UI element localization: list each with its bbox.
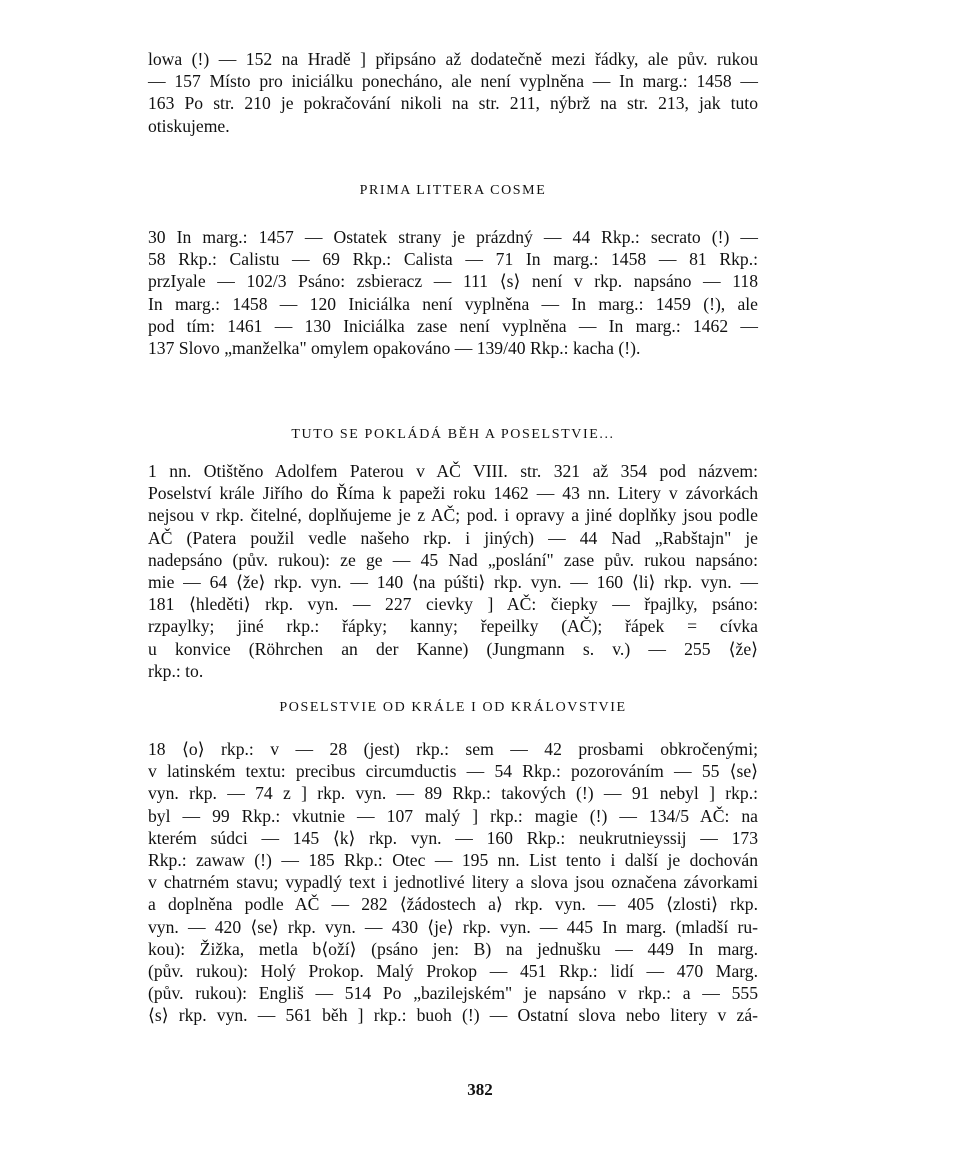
note-paragraph-2	[148, 226, 758, 359]
text-line: otiskujeme.	[148, 115, 230, 136]
text-line: 30 In marg.: 1457 — Ostatek strany je prázdný — 44 Rkp.: secrato (!) —	[148, 227, 758, 247]
text-line: v chatrném stavu; vypadlý text i jednotlivé litery a slova jsou označena závorkami	[148, 872, 758, 893]
text-line: ⟨s⟩ rkp. vyn. — 561 běh ] rkp.: buoh (!) — Ostatní slova nebo litery v zá-	[148, 1005, 758, 1026]
text-line: 1 nn. Otištěno Adolfem Paterou v AČ VIII. str. 321 až 354 pod názvem:	[148, 461, 758, 481]
text-line: 58 Rkp.: Calistu — 69 Rkp.: Calista — 71 In marg.: 1458 — 81 Rkp.:	[148, 249, 758, 270]
text-line: lowa (!) — 152 na Hradě ] připsáno až dodatečně mezi řádky, ale pův. rukou	[148, 49, 758, 69]
text-line: (pův. rukou): Engliš — 514 Po „bazilejském" je napsáno v rkp.: a — 555	[148, 983, 758, 1004]
text-line: vyn. rkp. — 74 z ] rkp. vyn. — 89 Rkp.: takových (!) — 91 nebyl ] rkp.:	[148, 783, 758, 804]
text-line: 18 ⟨o⟩ rkp.: v — 28 (jest) rkp.: sem — 42 prosbami obkročenými;	[148, 739, 758, 759]
text-line: AČ (Patera použil vedle našeho rkp. i jiných) — 44 Nad „Rabštajn" je	[148, 527, 758, 548]
note-paragraph-4	[148, 738, 758, 1027]
text-line: rzpaylky; jiné rkp.: řápky; kanny; řepeilky (AČ); řápek = cívka	[148, 616, 758, 637]
section-heading: POSELSTVIE OD KRÁLE I OD KRÁLOVSTVIE	[279, 700, 627, 715]
text-line: vyn. — 420 ⟨se⟩ rkp. vyn. — 430 ⟨je⟩ rkp. vyn. — 445 In marg. (mladší ru-	[148, 916, 758, 937]
text-line: nadepsáno (pův. rukou): ze ge — 45 Nad „poslání" zase pův. rukou napsáno:	[148, 549, 758, 570]
text-line: pod tím: 1461 — 130 Iniciálka zase není vyplněna — In marg.: 1462 —	[148, 315, 758, 336]
text-line: rkp.: to.	[148, 660, 204, 681]
text-line: (pův. rukou): Holý Prokop. Malý Prokop — 451 Rkp.: lidí — 470 Marg.	[148, 961, 758, 982]
text-line: In marg.: 1458 — 120 Iniciálka není vyplněna — In marg.: 1459 (!), ale	[148, 293, 758, 314]
text-line: Rkp.: zawaw (!) — 185 Rkp.: Otec — 195 nn. List tento i další je dochován	[148, 850, 758, 871]
text-line: 137 Slovo „manželka" omylem opakováno — 139/40 Rkp.: kacha (!).	[148, 338, 641, 359]
text-line: nejsou v rkp. čitelné, doplňujeme je z AČ; pod. i opravy a jiné doplňky jsou podle	[148, 505, 758, 526]
note-paragraph-1	[148, 48, 758, 137]
text-line: mie — 64 ⟨že⟩ rkp. vyn. — 140 ⟨na púšti⟩ rkp. vyn. — 160 ⟨li⟩ rkp. vyn. —	[148, 572, 758, 593]
text-line: a doplněna podle AČ — 282 ⟨žádostech a⟩ rkp. vyn. — 405 ⟨zlosti⟩ rkp.	[148, 894, 758, 915]
section-heading: PRIMA LITTERA COSME	[359, 183, 547, 198]
section-heading: TUTO SE POKLÁDÁ BĚH A POSELSTVIE...	[291, 427, 615, 442]
text-line: — 157 Místo pro iniciálku ponecháno, ale není vyplněna — In marg.: 1458 —	[148, 71, 758, 92]
note-paragraph-3	[148, 460, 758, 682]
text-line: v latinském textu: precibus circumductis — 54 Rkp.: pozorováním — 55 ⟨se⟩	[148, 761, 758, 782]
page-number: 382	[467, 1080, 493, 1099]
text-line: 181 ⟨hleděti⟩ rkp. vyn. — 227 cievky ] AČ: čiepky — řpajlky, psáno:	[148, 594, 758, 615]
text-line: kou): Žižka, metla b⟨oží⟩ (psáno jen: B) na jednušku — 449 In marg.	[148, 938, 758, 959]
text-line: kterém súdci — 145 ⟨k⟩ rkp. vyn. — 160 Rkp.: neukrutnieyssij — 173	[148, 827, 758, 848]
text-line: u konvice (Röhrchen an der Kanne) (Jungmann s. v.) — 255 ⟨že⟩	[148, 638, 758, 659]
text-line: przIyale — 102/3 Psáno: zsbieracz — 111 ⟨s⟩ není v rkp. napsáno — 118	[148, 271, 758, 292]
text-line: 163 Po str. 210 je pokračování nikoli na str. 211, nýbrž na str. 213, jak tuto	[148, 93, 758, 114]
text-line: Poselství krále Jiřího do Říma k papeži roku 1462 — 43 nn. Litery v závorkách	[148, 483, 758, 504]
text-line: byl — 99 Rkp.: vkutnie — 107 malý ] rkp.: magie (!) — 134/5 AČ: na	[148, 805, 758, 826]
